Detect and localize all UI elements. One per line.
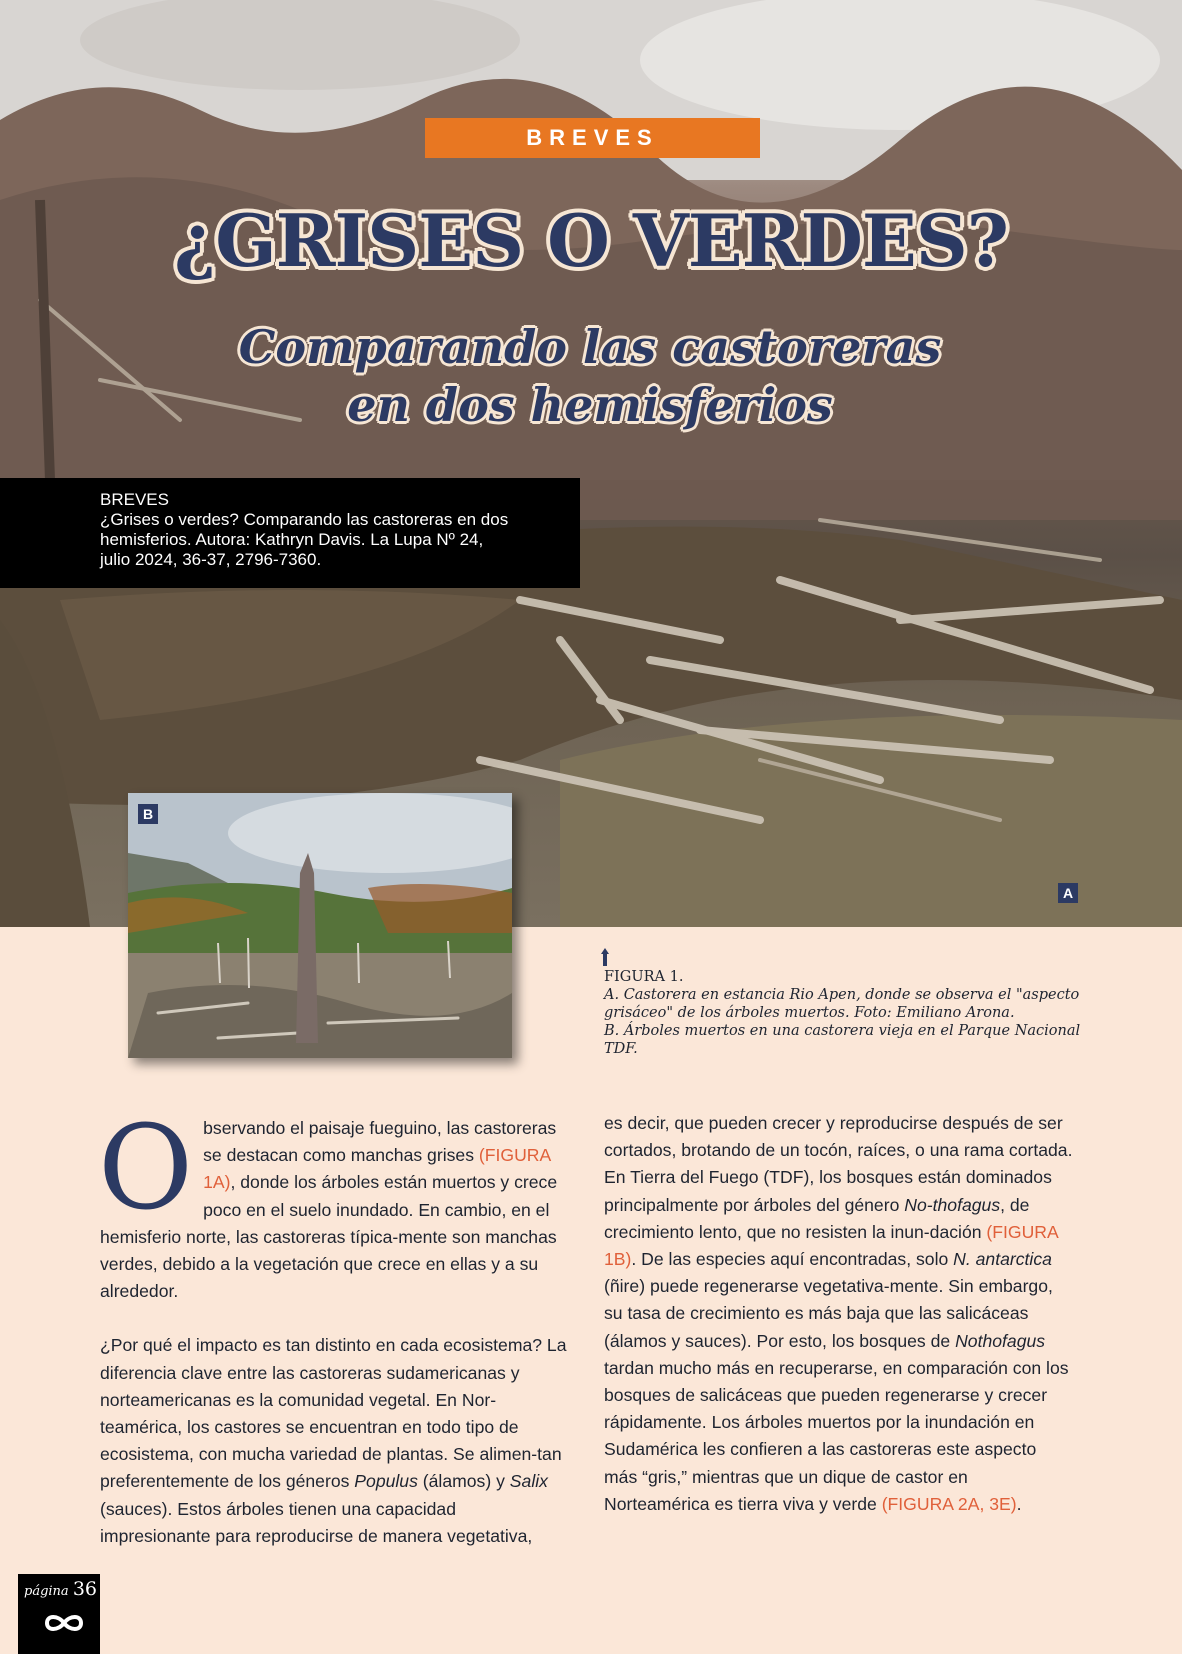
p2-text-b: (álamos) y [417, 1471, 510, 1492]
p3-text-e: tardan mucho más en recuperarse, en comparación con los bosques de salicáceas que pueden regenerarse y crecer rápidamente. Los árboles muertos por la inundación en Sudamérica les confieren a las castoreras este aspecto más “gris,” mientras que un dique de castor en Norteamérica es tierra viva y verde [604, 1357, 1069, 1514]
body-column-2 [604, 1110, 1074, 1518]
p3-n-antarctica: N. antarctica [953, 1249, 1052, 1270]
caption-head: FIGURA 1. [604, 969, 684, 985]
p3-text-c: . De las especies aquí encontradas, solo [631, 1249, 954, 1270]
citation-box [0, 478, 580, 588]
citation-line-3: hemisferios. Autora: Kathryn Davis. La Lupa Nº 24, [100, 530, 484, 549]
drop-cap: O [98, 1101, 194, 1236]
p3-text-d: (ñire) puede regenerarse vegetativa-mente. Sin embargo, su tasa de crecimiento es más baja que las salicáceas (álamos y sauces). Por esto, los bosques de [604, 1276, 1053, 1351]
p2-salix: Salix [509, 1471, 548, 1492]
inset-photo-b [128, 793, 512, 1058]
section-tag: BREVES [425, 118, 760, 158]
paragraph-2 [100, 1332, 570, 1550]
subtitle-line-1: Comparando las castoreras [238, 320, 942, 374]
paragraph-1 [98, 1101, 570, 1305]
figure-ref-1a[interactable]: (FIGURA 1A) [203, 1145, 551, 1193]
figure-ref-1b[interactable]: (FIGURA 1B) [604, 1221, 1058, 1270]
p3-text-b: , de crecimiento lento, que no resisten la inun-dación [604, 1194, 1030, 1242]
citation-line-4: julio 2024, 36-37, 2796-7360. [100, 550, 322, 569]
page-number [24, 1578, 97, 1600]
page-number-value: 36 [72, 1578, 98, 1600]
inset-photo-illustration [128, 793, 512, 1058]
p2-populus: Populus [354, 1471, 418, 1492]
figure-label-a: A [1058, 883, 1078, 903]
p2-text-a: ¿Por qué el impacto es tan distinto en cada ecosistema? La diferencia clave entre las castoreras sudamericanas y norteamericanas es la comunidad vegetal. En Nor-teamérica, los castores se encuentran en todo tipo de ecosistema, con mucha variedad de plantas. Se alimen-tan preferentemente de los géneros [100, 1335, 567, 1492]
caption-marker-icon [601, 948, 609, 966]
p3-nothofagus-2: Nothofagus [955, 1330, 1046, 1351]
figure-label-b: B [138, 804, 158, 824]
paragraph-3 [604, 1110, 1074, 1518]
p3-nothofagus-1: No-thofagus [904, 1194, 1001, 1215]
p1-text-b: , donde los árboles están muertos y crece poco en el suelo inundado. En cambio, en el hemisferio norte, las castoreras típica-mente son manchas verdes, debido a la vegetación que crece en ellas y a su alrededor. [100, 1172, 558, 1302]
caption-a: A. Castorera en estancia Rio Apen, donde se observa el "aspecto grisáceo" de los árboles muertos. Foto: Emiliano Arona. [604, 987, 1080, 1021]
page-word: página [24, 1584, 69, 1599]
citation-line-1: BREVES [100, 490, 169, 509]
caption-b: B. Árboles muertos en una castorera vieja en el Parque Nacional TDF. [604, 1023, 1081, 1057]
page-subtitle [190, 318, 990, 434]
figure-caption [604, 968, 1104, 1058]
subtitle-line-2: en dos hemisferios [347, 378, 833, 432]
figure-ref-2a-3e[interactable]: (FIGURA 2A, 3E) [881, 1493, 1017, 1514]
page-title: ¿GRISES O VERDES? [174, 198, 1008, 283]
p3-text-a: es decir, que pueden crecer y reproducirse después de ser cortados, brotando de un tocón, raíces, o una rama cortada. En Tierra del Fuego (TDF), los bosques están dominados principalmente por árboles del género [604, 1113, 1073, 1215]
p3-text-f: . [1016, 1493, 1022, 1514]
citation-line-2: ¿Grises o verdes? Comparando las castoreras en dos [100, 510, 509, 529]
p1-text-a: bservando el paisaje fueguino, las castoreras se destacan como manchas grises [203, 1118, 557, 1166]
body-column-1 [98, 1101, 570, 1550]
infinity-icon [44, 1614, 84, 1632]
p2-text-c: (sauces). Estos árboles tienen una capacidad impresionante para reproducirse de manera vegetativa, [100, 1498, 533, 1546]
